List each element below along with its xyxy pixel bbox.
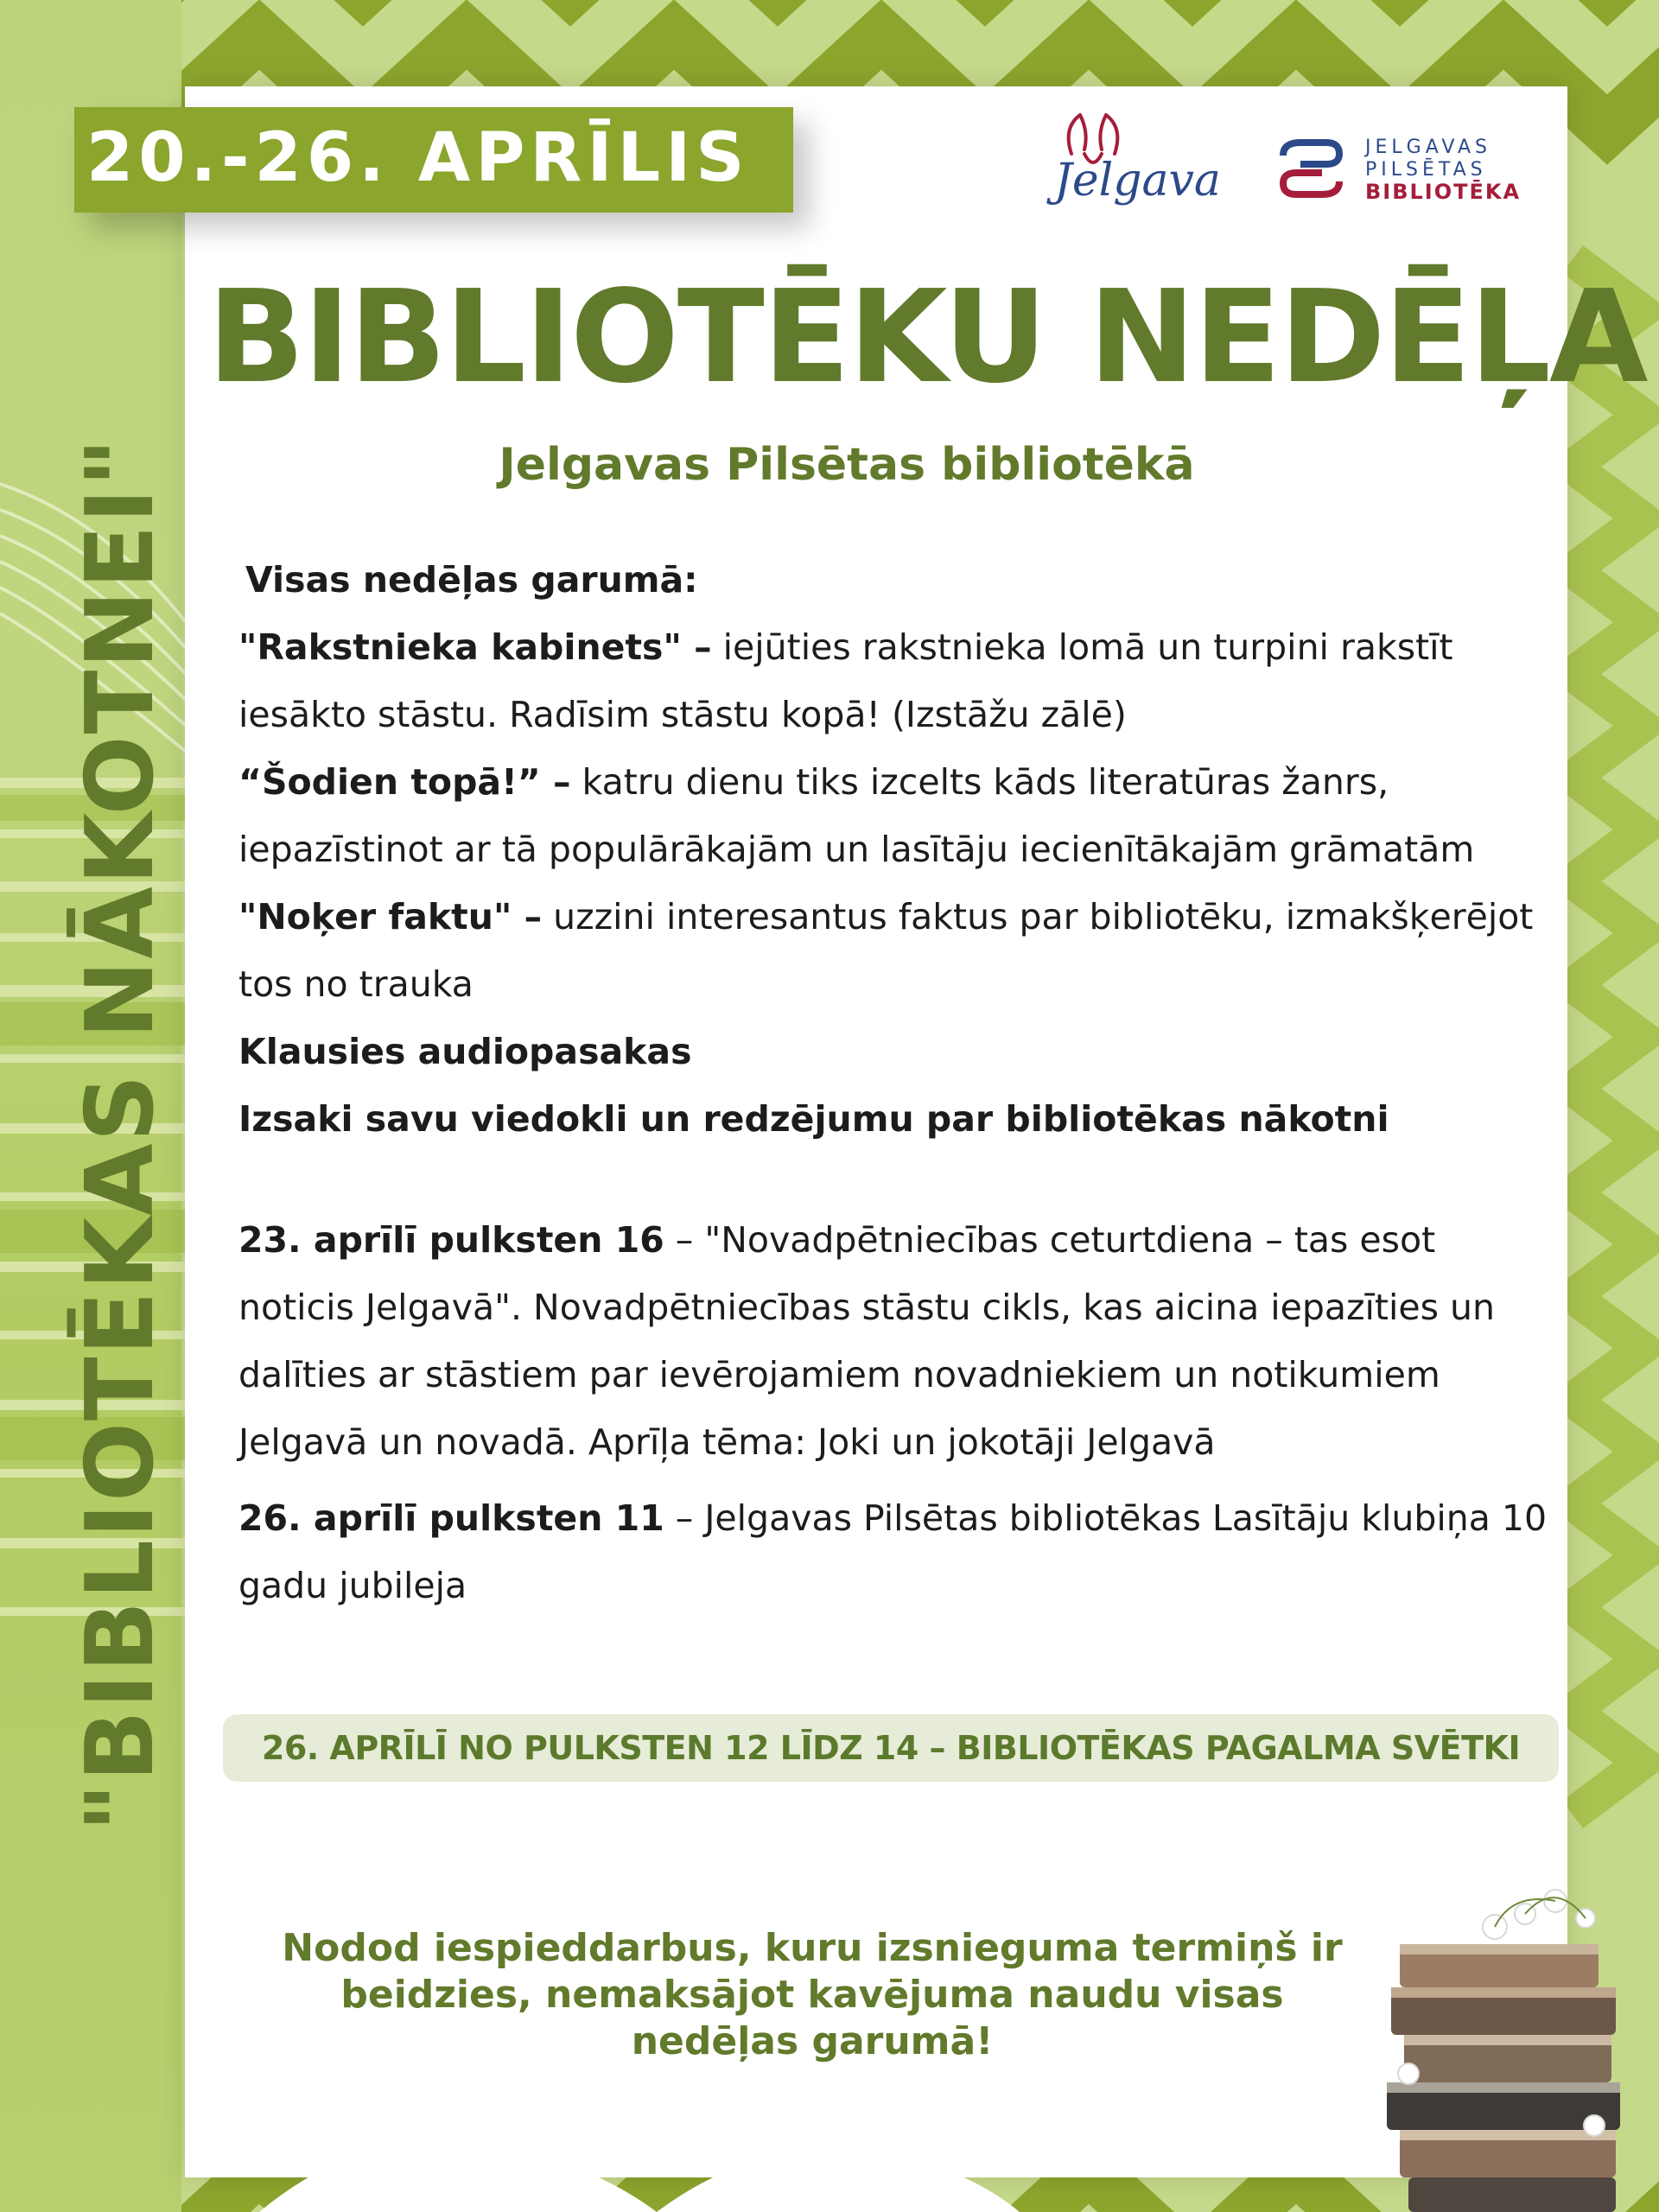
- event-item: 23. aprīlī pulksten 16 – "Novadpētniecības ceturtdiena – tas esot noticis Jelgavā". Novadpētniecības stāstu cikls, kas aicina iepazīties un dalīties ar stāstiem par ievērojamiem novadniekiem un notikumiem Jelgavā un novadā. Aprīļa tēma: Joki un jokotāji Jelgavā: [238, 1219, 1495, 1463]
- week-item: "Rakstnieka kabinets" – iejūties rakstnieka lomā un turpini rakstīt iesākto stāstu. Radīsim stāstu kopā! (Izstāžu zālē): [238, 626, 1453, 735]
- library-logo-icon: [1279, 138, 1348, 199]
- week-item: “Šodien topā!” – katru dienu tiks izcelts kāds literatūras žanrs, iepazīstinot ar tā populārākajām un lasītāju iecienītākajām grāmatām: [238, 761, 1475, 870]
- date-range: 20.-26. APRĪLIS: [86, 119, 750, 197]
- library-logo: [1279, 130, 1538, 207]
- week-heading: Visas nedēļas garumā:: [245, 559, 698, 601]
- courtyard-festival-highlight: 26. APRĪLĪ NO PULKSTEN 12 LĪDZ 14 – BIBLIOTĒKAS PAGALMA SVĒTKI: [223, 1714, 1559, 1782]
- library-logo-line2: PILSĒTAS: [1365, 159, 1487, 181]
- jelgava-logo-icon: [1037, 102, 1253, 223]
- week-item: "Noķer faktu" – uzzini interesantus faktus par bibliotēku, izmakšķerējot tos no trauka: [238, 896, 1534, 1005]
- page-subtitle: Jelgavas Pilsētas bibliotēkā: [499, 439, 1195, 491]
- program-content: [238, 546, 1552, 1619]
- week-item: Klausies audiopasakas: [238, 1031, 692, 1072]
- book-stack-illustration: [1382, 1875, 1642, 2212]
- week-item: Izsaki savu viedokli un redzējumu par bibliotēkas nākotni: [238, 1098, 1389, 1140]
- side-slogan: "BIBLIOTĒKAS NĀKOTNEI": [67, 436, 175, 1832]
- library-logo-line1: JELGAVAS: [1365, 137, 1491, 158]
- page-title: BIBLIOTĒKU NEDĒĻA: [207, 263, 1647, 411]
- late-fee-notice: Nodod iespieddarbus, kuru izsnieguma termiņš ir beidzies, nemaksājot kavējuma naudu visas nedēļas garumā!: [282, 1926, 1343, 2063]
- library-logo-line3: BIBLIOTĒKA: [1365, 180, 1522, 204]
- svg-text:Jelgava: Jelgava: [1054, 155, 1221, 207]
- event-item: 26. aprīlī pulksten 11 – Jelgavas Pilsētas bibliotēkas Lasītāju klubiņa 10 gadu jubileja: [238, 1497, 1548, 1606]
